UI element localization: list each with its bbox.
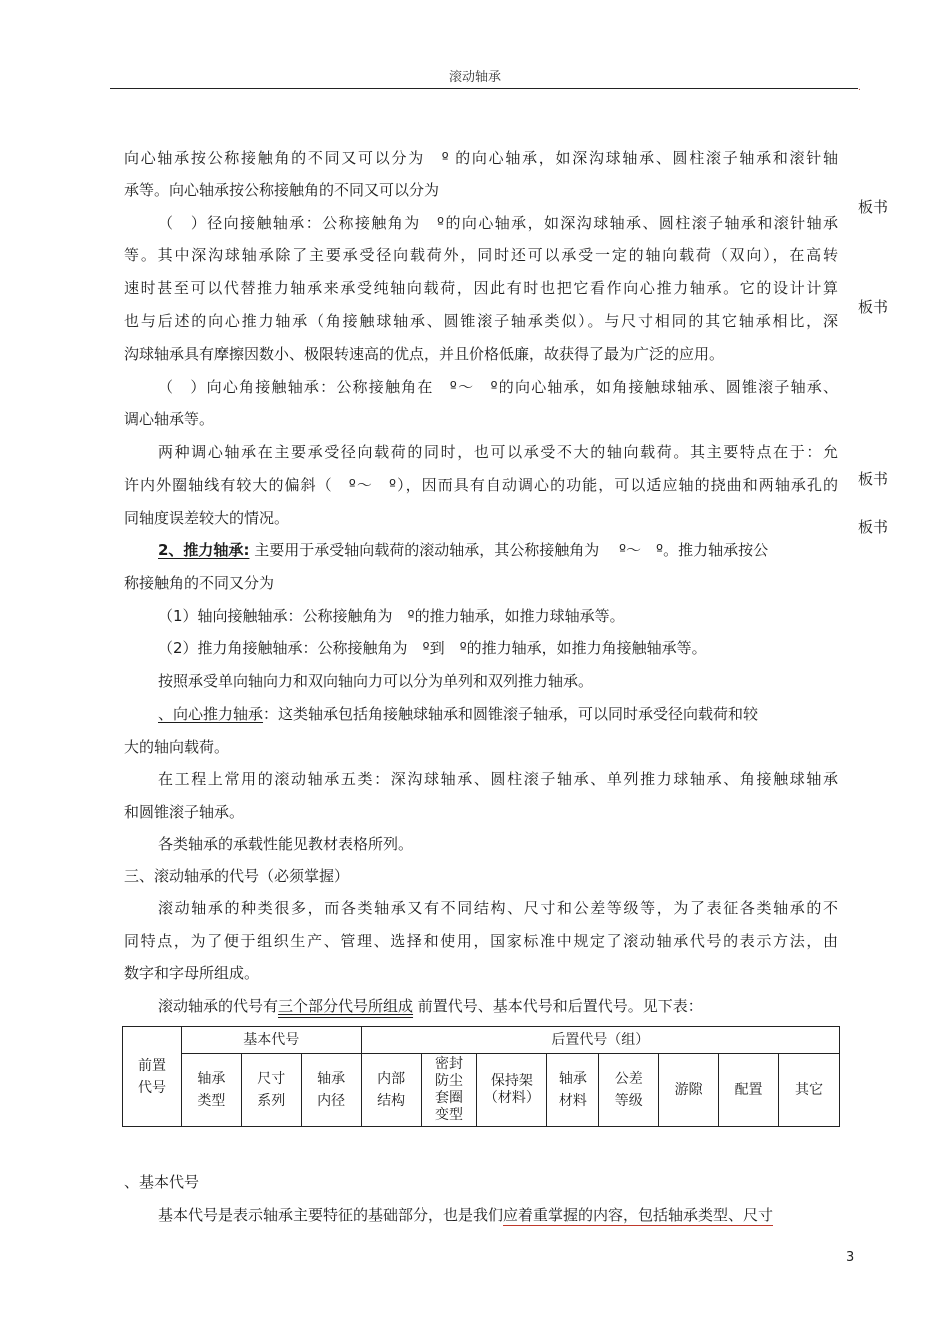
cell-text: 系列 — [257, 1093, 286, 1109]
cell-text: 变型 — [434, 1107, 463, 1123]
cell-text: （材料） — [483, 1090, 540, 1106]
text-line: 在工程上常用的滚动轴承五类：深沟球轴承、圆柱滚子轴承、单列推力球轴承、角接触球轴承 — [158, 770, 838, 788]
text-line — [158, 1205, 773, 1225]
text-line: 按照承受单向轴向力和双向轴向力可以分为单列和双列推力轴承。 — [158, 672, 594, 690]
cell-text: 代号 — [137, 1079, 166, 1096]
table-cell — [477, 1054, 547, 1127]
prefix-code-cell — [123, 1027, 182, 1127]
highlighted-phrase: 应着重掌握的内容，包括轴承类型、尺寸 — [503, 1206, 774, 1224]
cell-text: 轴承 — [317, 1071, 346, 1087]
text-span: 基本代号是表示轴承主要特征的基础部分，也是我们 — [158, 1206, 504, 1224]
header-title: 滚动轴承 — [448, 70, 501, 85]
basic-code-header: 基本代号 — [181, 1027, 361, 1054]
text-line: 和圆锥滚子轴承。 — [124, 803, 245, 821]
text-line: 向心轴承按公称接触角的不同又可以分为 º 的向心轴承，如深沟球轴承、圆柱滚子轴承和滚针轴 — [124, 149, 838, 167]
cell-text: 材料 — [558, 1093, 587, 1109]
suffix-code-header: 后置代号（组） — [361, 1027, 839, 1054]
text-span: ：这类轴承包括角接触球轴承和圆锥滚子轴承，可以同时承受径向载荷和较 — [263, 705, 759, 723]
section-heading-thrust: 2、推力轴承: — [158, 541, 250, 559]
text-line: 各类轴承的承载性能见教材表格所列。 — [158, 835, 414, 853]
cell-text: 防尘 — [434, 1073, 463, 1089]
cell-text: 公差 — [614, 1071, 643, 1087]
table-cell — [241, 1054, 301, 1127]
margin-note: 板书 — [858, 518, 889, 536]
table-cell — [659, 1054, 719, 1127]
section-heading: 、基本代号 — [124, 1173, 200, 1191]
cell-text: 配置 — [734, 1082, 763, 1098]
header-tick: . — [858, 83, 861, 93]
cell-text: 轴承 — [197, 1071, 226, 1087]
cell-text: 尺寸 — [257, 1071, 286, 1087]
text-line: 数字和字母所组成。 — [124, 964, 260, 982]
text-line: 调心轴承等。 — [124, 410, 215, 428]
text-span: 滚动轴承的代号有 — [158, 997, 279, 1015]
text-line: （2）推力角接触轴承：公称接触角为 º到 º的推力轴承，如推力角接触轴承等。 — [158, 639, 707, 657]
cell-text: 前置 — [137, 1057, 166, 1074]
cell-text: 其它 — [795, 1082, 823, 1098]
bearing-code-table — [122, 1026, 840, 1127]
table-cell — [599, 1054, 659, 1127]
cell-text: 保持架 — [490, 1073, 533, 1089]
cell-text: 等级 — [614, 1093, 643, 1109]
text-line: 也与后述的向心推力轴承（角接触球轴承、圆锥滚子轴承类似）。与尺寸相同的其它轴承相比，深 — [124, 312, 838, 330]
text-line — [158, 996, 703, 1016]
table-cell — [301, 1054, 361, 1127]
text-line: （ ）径向接触轴承：公称接触角为 º的向心轴承，如深沟球轴承、圆柱滚子轴承和滚针轴承 — [158, 214, 838, 232]
text-line: 称接触角的不同又分为 — [124, 574, 275, 592]
text-line: 同特点，为了便于组织生产、管理、选择和使用，国家标准中规定了滚动轴承代号的表示方法，由 — [124, 932, 838, 950]
cell-text: 密封 — [434, 1056, 463, 1072]
text-line — [158, 540, 768, 560]
cell-text: 游隙 — [674, 1082, 703, 1098]
section-heading: 三、滚动轴承的代号（必须掌握） — [124, 867, 350, 885]
table-cell — [361, 1054, 421, 1127]
text-line: （1）轴向接触轴承：公称接触角为 º的推力轴承，如推力球轴承等。 — [158, 607, 625, 625]
underlined-phrase: 三个部分代号所组成 — [278, 997, 414, 1015]
text-line: （ ）向心角接触轴承：公称接触角在 º～ º的向心轴承，如角接触球轴承、圆锥滚子轴承、 — [158, 378, 838, 396]
section-heading-angular: 、向心推力轴承 — [158, 705, 264, 723]
text-line: 承等。向心轴承按公称接触角的不同又可以分为 — [124, 181, 440, 199]
table-cell — [719, 1054, 779, 1127]
table-cell — [779, 1054, 840, 1127]
text-line: 大的轴向载荷。 — [124, 738, 230, 756]
margin-note: 板书 — [858, 470, 889, 488]
text-line: 滚动轴承的种类很多，而各类轴承又有不同结构、尺寸和公差等级等，为了表征各类轴承的不 — [158, 899, 838, 917]
text-line: 同轴度误差较大的情况。 — [124, 509, 290, 527]
text-line: 沟球轴承具有摩擦因数小、极限转速高的优点，并且价格低廉，故获得了最为广泛的应用。 — [124, 345, 725, 363]
header-rule — [110, 88, 858, 89]
cell-text: 结构 — [377, 1093, 406, 1109]
margin-note: 板书 — [858, 298, 889, 316]
page-number: 3 — [846, 1250, 855, 1265]
text-span: 主要用于承受轴向载荷的滚动轴承，其公称接触角为 º～ º。推力轴承按公 — [249, 541, 769, 559]
cell-text: 内径 — [317, 1093, 346, 1109]
table-cell — [181, 1054, 241, 1127]
table-cell — [421, 1054, 477, 1127]
text-line: 速时甚至可以代替推力轴承来承受纯轴向载荷，因此有时也把它看作向心推力轴承。它的设计计算 — [124, 279, 838, 297]
text-line — [158, 704, 758, 724]
table-cell — [547, 1054, 599, 1127]
text-line: 等。其中深沟球轴承除了主要承受径向载荷外，同时还可以承受一定的轴向载荷（双向），在高转 — [124, 246, 838, 264]
text-span: 前置代号、基本代号和后置代号。见下表： — [413, 997, 703, 1015]
text-line: 许内外圈轴线有较大的偏斜（ º～ º），因而具有自动调心的功能，可以适应轴的挠曲和两轴承孔的 — [124, 476, 838, 494]
cell-text: 轴承 — [558, 1071, 587, 1087]
cell-text: 内部 — [377, 1071, 406, 1087]
cell-text: 套圈 — [434, 1090, 463, 1106]
margin-note: 板书 — [858, 198, 889, 216]
text-line: 两种调心轴承在主要承受径向载荷的同时，也可以承受不大的轴向载荷。其主要特点在于：允 — [158, 443, 838, 461]
cell-text: 类型 — [197, 1093, 226, 1109]
